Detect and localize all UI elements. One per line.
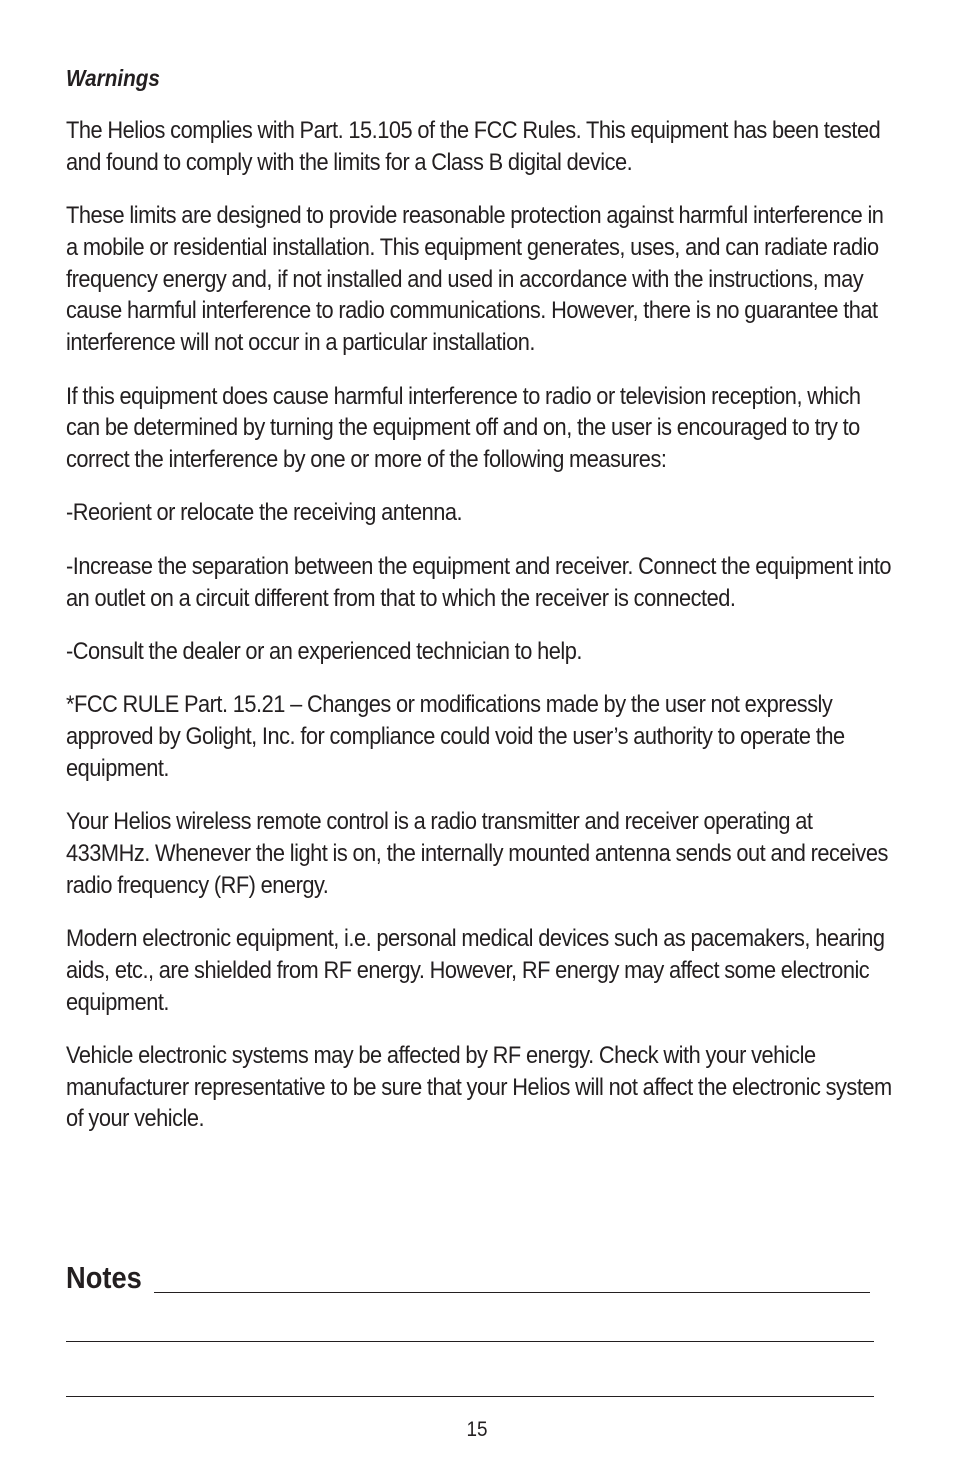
notes-line [66, 1341, 874, 1342]
paragraph-limits: These limits are designed to provide reasonable protection against harmful interference in a mobile or residential installation. This equipment generates, uses, and can radiate radio frequency energy and, if not installed and used in accordance with the instructions, may cause harmful interference to radio communications. However, there is no guarantee that interference will not occur in a particular installation. [66, 202, 884, 357]
notes-line [66, 1396, 874, 1397]
paragraph-medical-devices: Modern electronic equipment, i.e. personal medical devices such as pacemakers, hearing aids, etc., are shielded from RF energy. However, RF energy may affect some electronic equipment. [66, 924, 885, 1016]
section-heading: Warnings [66, 65, 160, 91]
notes-line [154, 1292, 870, 1293]
paragraph-interference: If this equipment does cause harmful interference to radio or television reception, which can be determined by turning the equipment off and on, the user is encouraged to try to correct the interference by one or more of the following measures: [66, 382, 861, 474]
paragraph-fcc-compliance: The Helios complies with Part. 15.105 of the FCC Rules. This equipment has been tested and found to comply with the limits for a Class B digital device. [66, 117, 881, 176]
main-content [66, 62, 896, 1157]
paragraph-remote-control: Your Helios wireless remote control is a radio transmitter and receiver operating at 433MHz. Whenever the light is on, the internally mounted antenna sends out and receives radio frequency (RF) energy. [66, 808, 888, 899]
notes-title: Notes [66, 1260, 142, 1295]
notes-section [66, 1260, 876, 1296]
paragraph-vehicle-systems: Vehicle electronic systems may be affected by RF energy. Check with your vehicle manufacturer representative to be sure that your Helios will not affect the electronic system of your vehicle. [66, 1041, 892, 1133]
paragraph-measure-consult: -Consult the dealer or an experienced technician to help. [66, 637, 582, 665]
page-number: 15 [466, 1418, 488, 1441]
paragraph-measure-separation: -Increase the separation between the equipment and receiver. Connect the equipment into an outlet on a circuit different from that to which the receiver is connected. [66, 552, 892, 612]
paragraph-fcc-rule: *FCC RULE Part. 15.21 – Changes or modifications made by the user not expressly approved by Golight, Inc. for compliance could void the user’s authority to operate the equipment. [66, 691, 845, 782]
paragraph-measure-reorient: -Reorient or relocate the receiving antenna. [66, 499, 463, 527]
